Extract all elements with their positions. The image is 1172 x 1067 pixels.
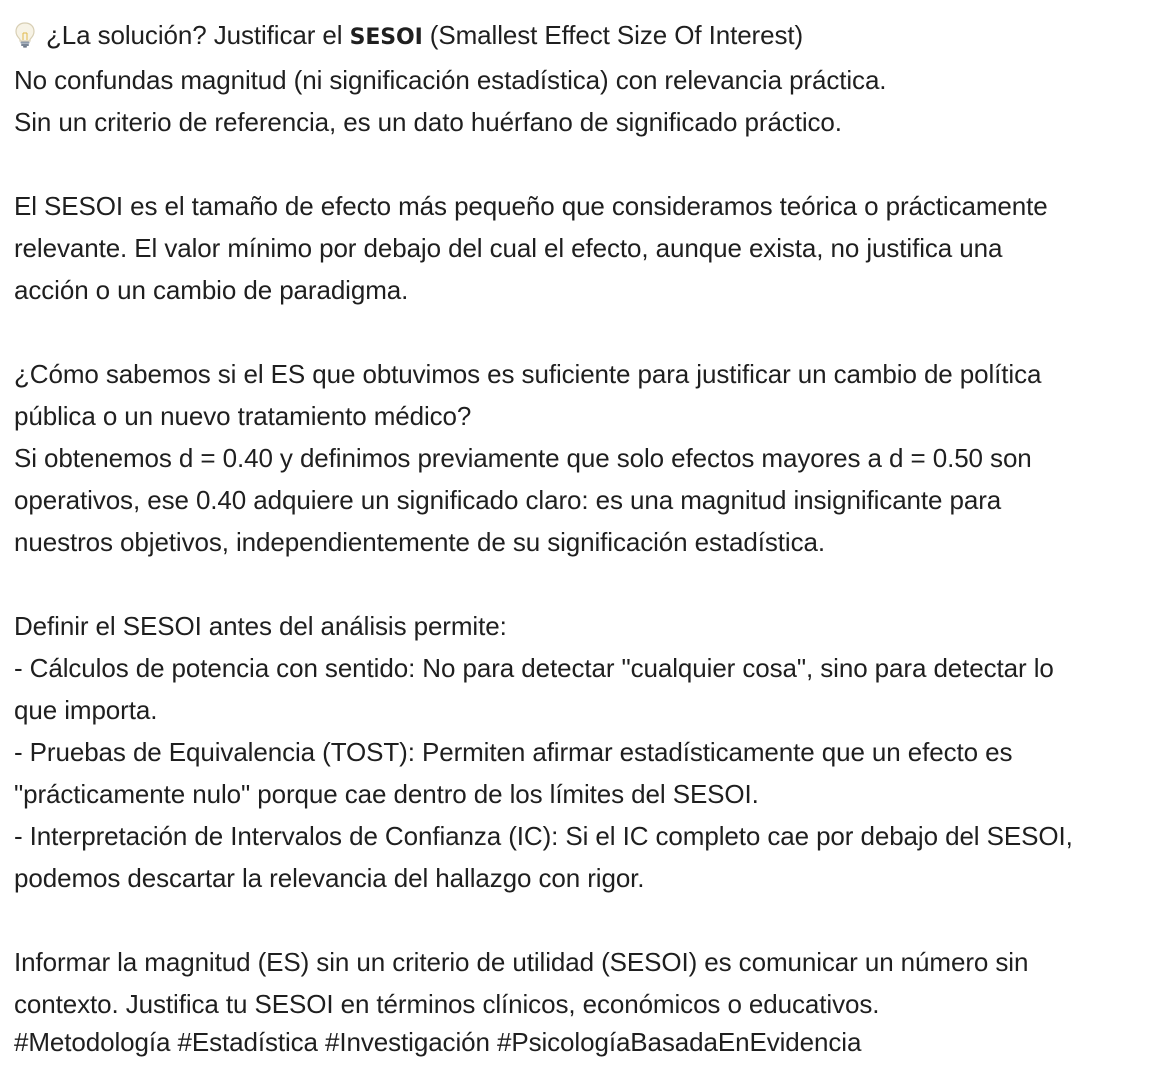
text-line: Si obtenemos d = 0.40 y definimos previamente que solo efectos mayores a d = 0.50 son [14,443,1032,473]
intro-line [14,14,1164,59]
list-item-tost: - Pruebas de Equivalencia (TOST): Permiten afirmar estadísticamente que un efecto es [14,737,1013,767]
text-line: nuestros objetivos, independientemente de su significación estadística. [14,527,825,557]
list-item-tost-cont: "prácticamente nulo" porque cae dentro de los límites del SESOI. [14,779,759,809]
hashtags[interactable]: #Metodología #Estadística #Investigación #PsicologíaBasadaEnEvidencia [14,1027,862,1057]
text-line: pública o un nuevo tratamiento médico? [14,401,472,431]
text-line: acción o un cambio de paradigma. [14,275,409,305]
list-item-power: - Cálculos de potencia con sentido: No para detectar "cualquier cosa", sino para detectar lo [14,653,1054,683]
text-line: Sin un criterio de referencia, es un dato huérfano de significado práctico. [14,107,842,137]
lightbulb-icon [14,22,36,48]
text-line: ¿Cómo sabemos si el ES que obtuvimos es suficiente para justificar un cambio de política [14,359,1042,389]
text-line: operativos, ese 0.40 adquiere un significado claro: es una magnitud insignificante para [14,485,1002,515]
text-line: contexto. Justifica tu SESOI en términos clínicos, económicos o educativos. [14,989,880,1019]
intro-question: ¿La solución? Justificar el [46,20,350,50]
sesoi-term: SESOI [349,25,423,50]
text-line: Definir el SESOI antes del análisis permite: [14,611,507,641]
post-body [14,14,1164,1057]
list-item-power-cont: que importa. [14,695,158,725]
list-item-ci-cont: podemos descartar la relevancia del hallazgo con rigor. [14,863,645,893]
sesoi-expansion: (Smallest Effect Size Of Interest) [422,20,804,50]
hashtags-line [14,1025,1164,1057]
list-item-ci: - Interpretación de Intervalos de Confianza (IC): Si el IC completo cae por debajo del SESOI, [14,821,1073,851]
text-line: relevante. El valor mínimo por debajo del cual el efecto, aunque exista, no justifica una [14,233,1003,263]
text-line: No confundas magnitud (ni significación estadística) con relevancia práctica. [14,65,887,95]
text-line: Informar la magnitud (ES) sin un criterio de utilidad (SESOI) es comunicar un número sin [14,947,1029,977]
text-line: El SESOI es el tamaño de efecto más pequeño que consideramos teórica o prácticamente [14,191,1048,221]
